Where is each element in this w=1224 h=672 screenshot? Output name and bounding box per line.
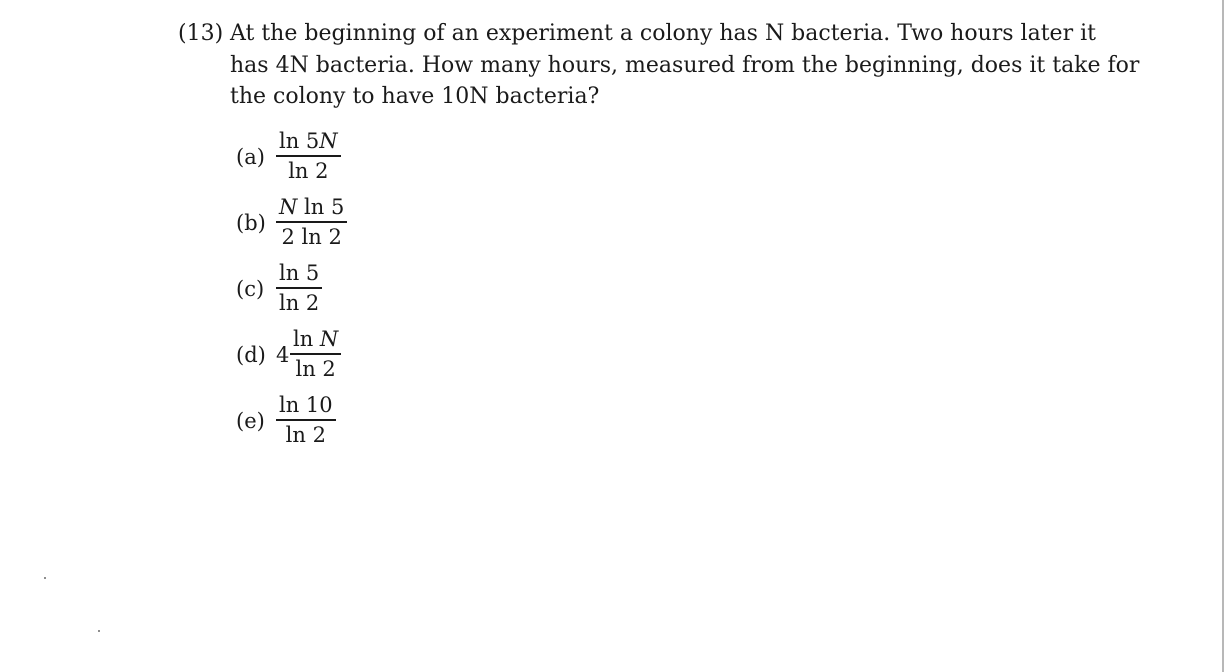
fraction-numerator: ln 10: [279, 393, 333, 417]
fraction-numerator: ln 5N: [279, 129, 338, 153]
fraction-denominator: ln 2: [295, 356, 336, 381]
option-label: (b): [236, 211, 266, 235]
option-label: (d): [236, 343, 266, 367]
fraction-denominator: ln 2: [288, 158, 329, 183]
question-text: [230, 18, 1140, 113]
question-text-line: At the beginning of an experiment a colony has N bacteria. Two hours later it: [230, 21, 1096, 46]
scan-speck: [98, 630, 100, 632]
option-fraction: [276, 129, 341, 183]
question-13: [178, 18, 1140, 113]
fraction-denominator: ln 2: [279, 290, 320, 315]
option-fraction: [276, 393, 336, 447]
option-fraction: [276, 195, 347, 249]
fraction-denominator: 2 ln 2: [281, 224, 342, 249]
option-label: (c): [236, 277, 265, 301]
option-label: (a): [236, 145, 265, 169]
fraction-numerator: ln 5: [279, 261, 320, 285]
option-label: (e): [236, 409, 265, 433]
fraction-denominator: ln 2: [285, 422, 326, 447]
math-variable-n: N: [279, 195, 298, 219]
question-text-line: has 4N bacteria. How many hours, measured from the beginning, does it take for: [230, 52, 1140, 78]
question-number: (13): [178, 21, 224, 46]
option-coefficient: 4: [276, 343, 290, 367]
fraction-numerator: ln N: [293, 327, 339, 351]
math-variable-n: N: [319, 129, 338, 153]
math-variable-n: N: [319, 327, 339, 351]
option-fraction: [276, 261, 322, 315]
question-text-line: the colony to have 10N bacteria?: [230, 84, 600, 109]
scan-speck: [44, 577, 46, 579]
fraction-numerator: N ln 5: [279, 195, 345, 219]
option-fraction: [290, 327, 341, 381]
